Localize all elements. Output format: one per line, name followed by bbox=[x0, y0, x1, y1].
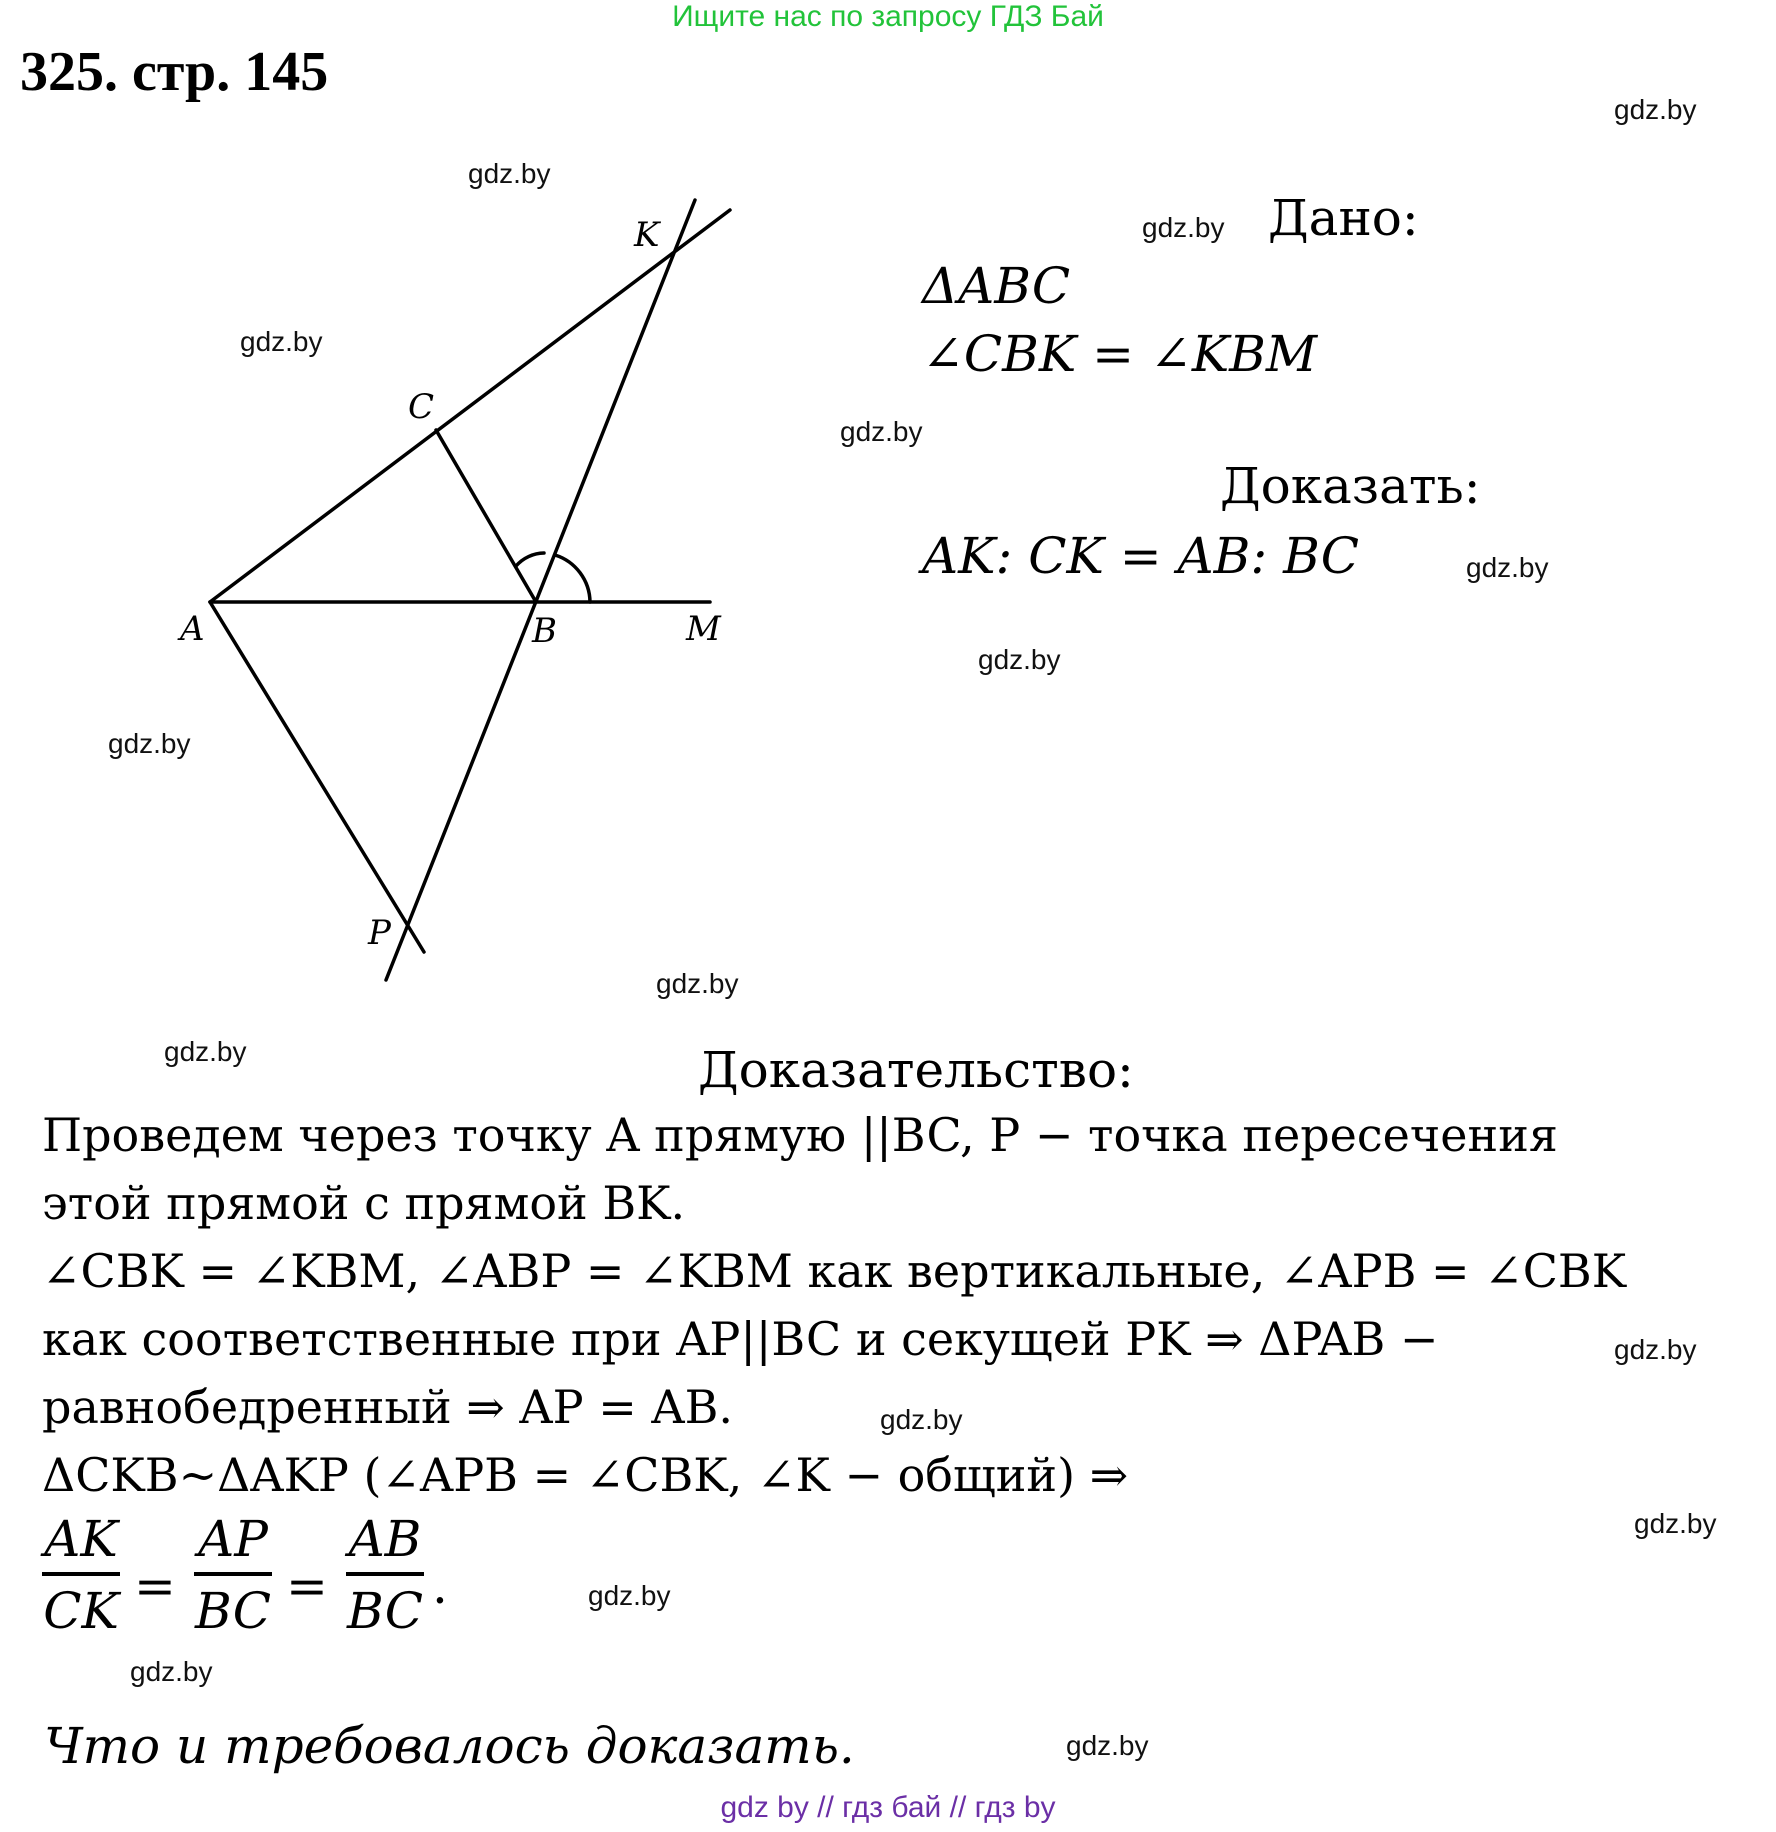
equals-sign: = bbox=[134, 1557, 176, 1615]
proof-line: ΔCKB~ΔAKP (∠APB = ∠CBK, ∠K − общий) ⇒ bbox=[42, 1448, 1129, 1502]
given-heading: Дано: bbox=[1268, 189, 1419, 247]
proof-heading: Доказательство: bbox=[698, 1041, 1134, 1099]
fraction-numerator: AK bbox=[44, 1510, 118, 1568]
proof-line: равнобедренный ⇒ AP = AB. bbox=[42, 1380, 734, 1434]
fraction bbox=[346, 1510, 424, 1640]
watermark: gdz.by bbox=[1066, 1730, 1149, 1761]
line-ak bbox=[210, 210, 730, 602]
fraction-bar bbox=[194, 1572, 272, 1576]
watermark: gdz.by bbox=[588, 1580, 671, 1611]
label-m: M bbox=[686, 609, 721, 649]
watermark: gdz.by bbox=[840, 416, 923, 447]
line-ap bbox=[210, 602, 424, 952]
proof-line: ∠CBK = ∠KBM, ∠ABP = ∠KBM как вертикальные, ∠APB = ∠CBK bbox=[42, 1244, 1627, 1298]
given-line: ΔABC bbox=[922, 257, 1071, 315]
proof-line: Проведем через точку A прямую ||BC, P − точка пересечения bbox=[42, 1108, 1558, 1162]
fraction bbox=[194, 1510, 272, 1640]
prove-statement: AK: CK = AB: BC bbox=[922, 527, 1360, 585]
fraction-numerator: AP bbox=[198, 1510, 268, 1568]
fraction-denominator: CK bbox=[43, 1582, 119, 1640]
label-p: P bbox=[368, 913, 391, 953]
equals-sign: = bbox=[286, 1557, 328, 1615]
fraction-denominator: BC bbox=[195, 1582, 271, 1640]
watermark: gdz.by bbox=[164, 1036, 247, 1067]
geometry-figure bbox=[0, 0, 760, 1000]
line-kp bbox=[386, 200, 695, 980]
fraction-denominator: BC bbox=[347, 1582, 423, 1640]
watermark: gdz.by bbox=[1142, 212, 1225, 243]
fraction-bar bbox=[346, 1572, 424, 1576]
fraction-bar bbox=[42, 1572, 120, 1576]
watermark: gdz.by bbox=[468, 158, 551, 189]
watermark: gdz.by bbox=[240, 326, 323, 357]
watermark: gdz.by bbox=[108, 728, 191, 759]
watermark: gdz.by bbox=[1614, 1334, 1697, 1365]
fraction-numerator: AB bbox=[348, 1510, 422, 1568]
conclusion: Что и требовалось доказать. bbox=[44, 1717, 855, 1775]
given-line: ∠CBK = ∠KBM bbox=[922, 325, 1318, 383]
watermark: gdz.by bbox=[130, 1656, 213, 1687]
label-c: C bbox=[408, 387, 435, 427]
end-dot: . bbox=[432, 1557, 448, 1615]
watermark: gdz.by bbox=[1466, 552, 1549, 583]
footer-links[interactable]: gdz by // гдз бай // гдз by bbox=[720, 1791, 1056, 1824]
label-a: A bbox=[180, 609, 205, 649]
watermark: gdz.by bbox=[656, 968, 739, 999]
watermark: gdz.by bbox=[978, 644, 1061, 675]
proof-line: как соответственные при AP||BC и секущей PK ⇒ ΔPAB − bbox=[42, 1312, 1439, 1366]
angle-arc-cbk bbox=[516, 553, 544, 566]
prove-heading: Доказать: bbox=[1220, 457, 1481, 515]
label-b: B bbox=[532, 611, 557, 651]
task-title: 325. стр. 145 bbox=[20, 41, 329, 103]
watermark: gdz.by bbox=[880, 1404, 963, 1435]
watermark: gdz.by bbox=[1614, 94, 1697, 125]
watermark: gdz.by bbox=[1634, 1508, 1717, 1539]
top-banner[interactable]: Ищите нас по запросу ГДЗ Бай bbox=[672, 0, 1104, 33]
angle-arc-kbm bbox=[555, 555, 590, 602]
label-k: K bbox=[634, 215, 660, 255]
fraction bbox=[42, 1510, 120, 1640]
segment-cb bbox=[436, 430, 536, 602]
proof-line: этой прямой с прямой BK. bbox=[42, 1176, 686, 1230]
